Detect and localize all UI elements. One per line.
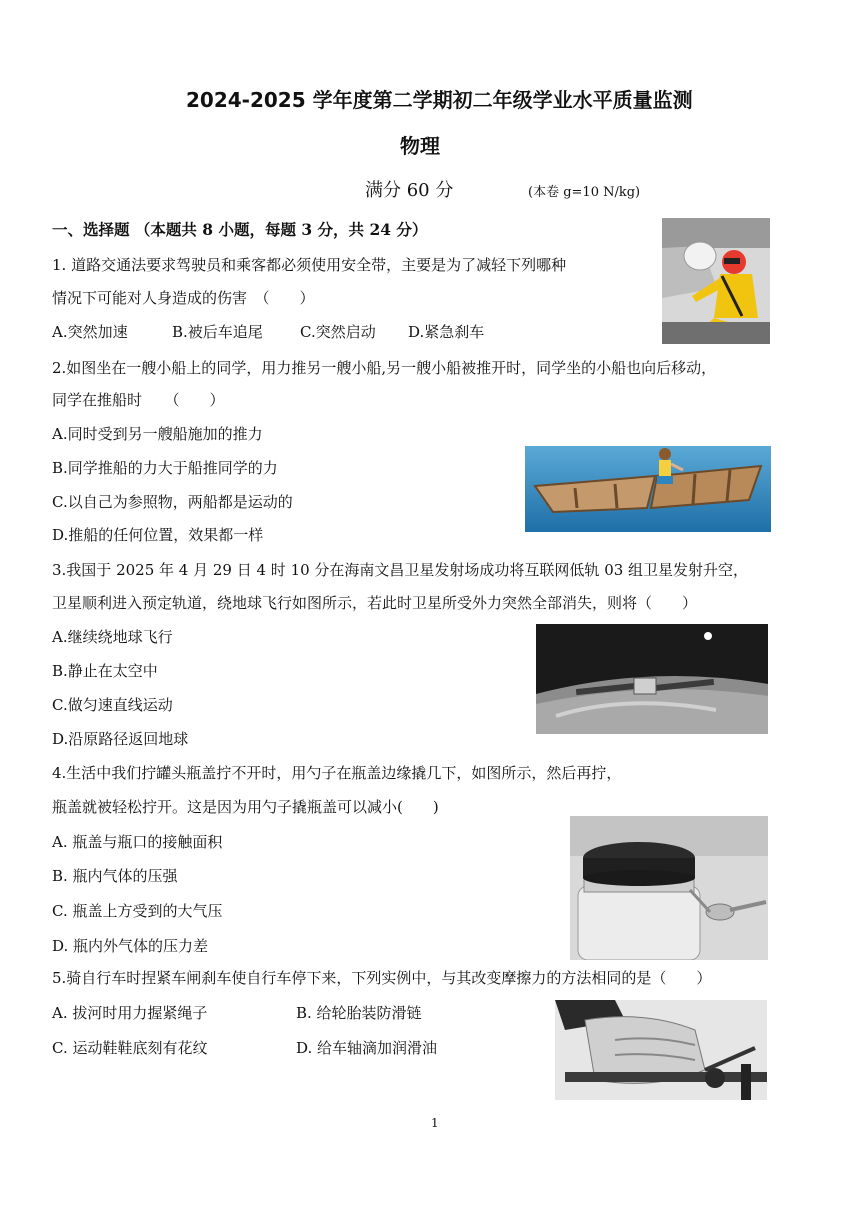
q4-option-d: D. 瓶内外气体的压力差: [52, 937, 209, 955]
q2-boats-image: [525, 446, 771, 532]
q4-option-c: C. 瓶盖上方受到的大气压: [52, 902, 223, 920]
q2-option-a: A.同时受到另一艘船施加的推力: [52, 425, 263, 443]
q3-option-a: A.继续绕地球飞行: [52, 628, 173, 646]
q2-option-d: D.推船的任何位置，效果都一样: [52, 526, 264, 544]
q5-option-c: C. 运动鞋鞋底刻有花纹: [52, 1039, 208, 1057]
subject-title: 物理: [400, 134, 440, 158]
q5-option-b: B. 给轮胎装防滑链: [296, 1004, 422, 1022]
q1-stem-line1: 1. 道路交通法要求驾驶员和乘客都必须使用安全带，主要是为了减轻下列哪种: [52, 256, 567, 274]
q1-airbag-image: [662, 218, 770, 344]
q5-stem-line1: 5.骑自行车时捏紧车闸刹车使自行车停下来，下列实例中，与其改变摩擦力的方法相同的是（ ）: [52, 969, 712, 987]
q3-option-c: C.做匀速直线运动: [52, 696, 173, 714]
q4-option-b: B. 瓶内气体的压强: [52, 867, 178, 885]
q3-option-b: B.静止在太空中: [52, 662, 158, 680]
q5-option-a: A. 拔河时用力握紧绳子: [52, 1004, 208, 1022]
q1-option-d: D.紧急刹车: [408, 323, 485, 341]
q3-stem-line2: 卫星顺利进入预定轨道，绕地球飞行如图所示，若此时卫星所受外力突然全部消失，则将（ ）: [52, 594, 698, 612]
q4-stem-line2: 瓶盖就被轻松拧开。这是因为用勺子撬瓶盖可以减小( ): [52, 798, 439, 816]
q4-stem-line1: 4.生活中我们拧罐头瓶盖拧不开时，用勺子在瓶盖边缘撬几下，如图所示，然后再拧，: [52, 764, 622, 782]
q1-option-c: C.突然启动: [300, 323, 376, 341]
gravity-note: (本卷 g=10 N/kg): [528, 185, 641, 200]
q5-brake-image: [555, 1000, 767, 1100]
exam-title: 2024-2025 学年度第二学期初二年级学业水平质量监测: [186, 88, 693, 112]
q2-option-b: B.同学推船的力大于船推同学的力: [52, 459, 278, 477]
q2-stem-line2: 同学在推船时 （ ）: [52, 391, 225, 409]
q1-option-a: A.突然加速: [52, 323, 128, 341]
q4-jar-spoon-image: [570, 816, 768, 960]
q2-option-c: C.以自己为参照物，两船都是运动的: [52, 493, 293, 511]
q3-option-d: D.沿原路径返回地球: [52, 730, 189, 748]
q1-option-b: B.被后车追尾: [172, 323, 263, 341]
q2-stem-line1: 2.如图坐在一艘小船上的同学，用力推另一艘小船,另一艘小船被推开时，同学坐的小船也向后移动，: [52, 359, 717, 377]
q1-stem-line2: 情况下可能对人身造成的伤害 （ ）: [52, 289, 315, 307]
q3-stem-line1: 3.我国于 2025 年 4 月 29 日 4 时 10 分在海南文昌卫星发射场成功将互联网低轨 03 组卫星发射升空，: [52, 561, 749, 579]
full-score: 满分 60 分: [365, 180, 454, 201]
q4-option-a: A. 瓶盖与瓶口的接触面积: [52, 833, 223, 851]
q3-satellite-image: [536, 624, 768, 734]
q5-option-d: D. 给车轴滴加润滑油: [296, 1039, 438, 1057]
section-heading: 一、选择题 （本题共 8 小题，每题 3 分，共 24 分）: [52, 220, 428, 239]
page-number: 1: [431, 1116, 439, 1130]
